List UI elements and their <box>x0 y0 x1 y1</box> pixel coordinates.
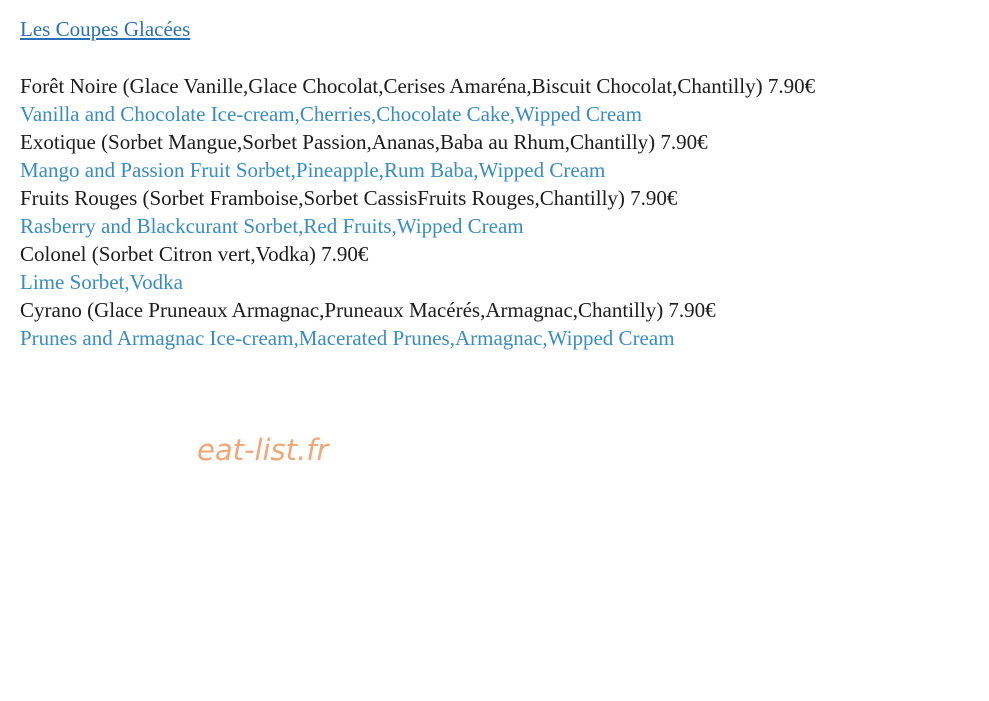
menu-item-english-line: Vanilla and Chocolate Ice-cream,Cherries,Chocolate Cake,Wipped Cream <box>20 102 642 126</box>
menu-item-english-line: Mango and Passion Fruit Sorbet,Pineapple,Rum Baba,Wipped Cream <box>20 158 606 182</box>
menu-list <box>20 72 970 352</box>
menu-item-english-line: Rasberry and Blackcurant Sorbet,Red Fruits,Wipped Cream <box>20 214 524 238</box>
menu-item-french-line: Forêt Noire (Glace Vanille,Glace Chocolat,Cerises Amaréna,Biscuit Chocolat,Chantilly) 7.90€ <box>20 74 816 98</box>
menu-section-title-link[interactable]: Les Coupes Glacées <box>20 17 191 41</box>
menu-item-fruits-rouges <box>20 184 970 240</box>
menu-item-french-line: Cyrano (Glace Pruneaux Armagnac,Pruneaux Macérés,Armagnac,Chantilly) 7.90€ <box>20 298 716 322</box>
menu-item-french-line: Exotique (Sorbet Mangue,Sorbet Passion,Ananas,Baba au Rhum,Chantilly) 7.90€ <box>20 130 708 154</box>
menu-item-french-line: Colonel (Sorbet Citron vert,Vodka) 7.90€ <box>20 242 369 266</box>
menu-item-foret-noire <box>20 72 970 128</box>
menu-item-exotique <box>20 128 970 184</box>
menu-item-cyrano <box>20 296 970 352</box>
menu-page <box>20 14 970 352</box>
menu-item-french-line: Fruits Rouges (Sorbet Framboise,Sorbet CassisFruits Rouges,Chantilly) 7.90€ <box>20 186 678 210</box>
menu-item-english-line: Lime Sorbet,Vodka <box>20 270 183 294</box>
watermark-text: eat-list.fr <box>197 433 329 467</box>
menu-item-english-line: Prunes and Armagnac Ice-cream,Macerated Prunes,Armagnac,Wipped Cream <box>20 326 675 350</box>
menu-item-colonel <box>20 240 970 296</box>
